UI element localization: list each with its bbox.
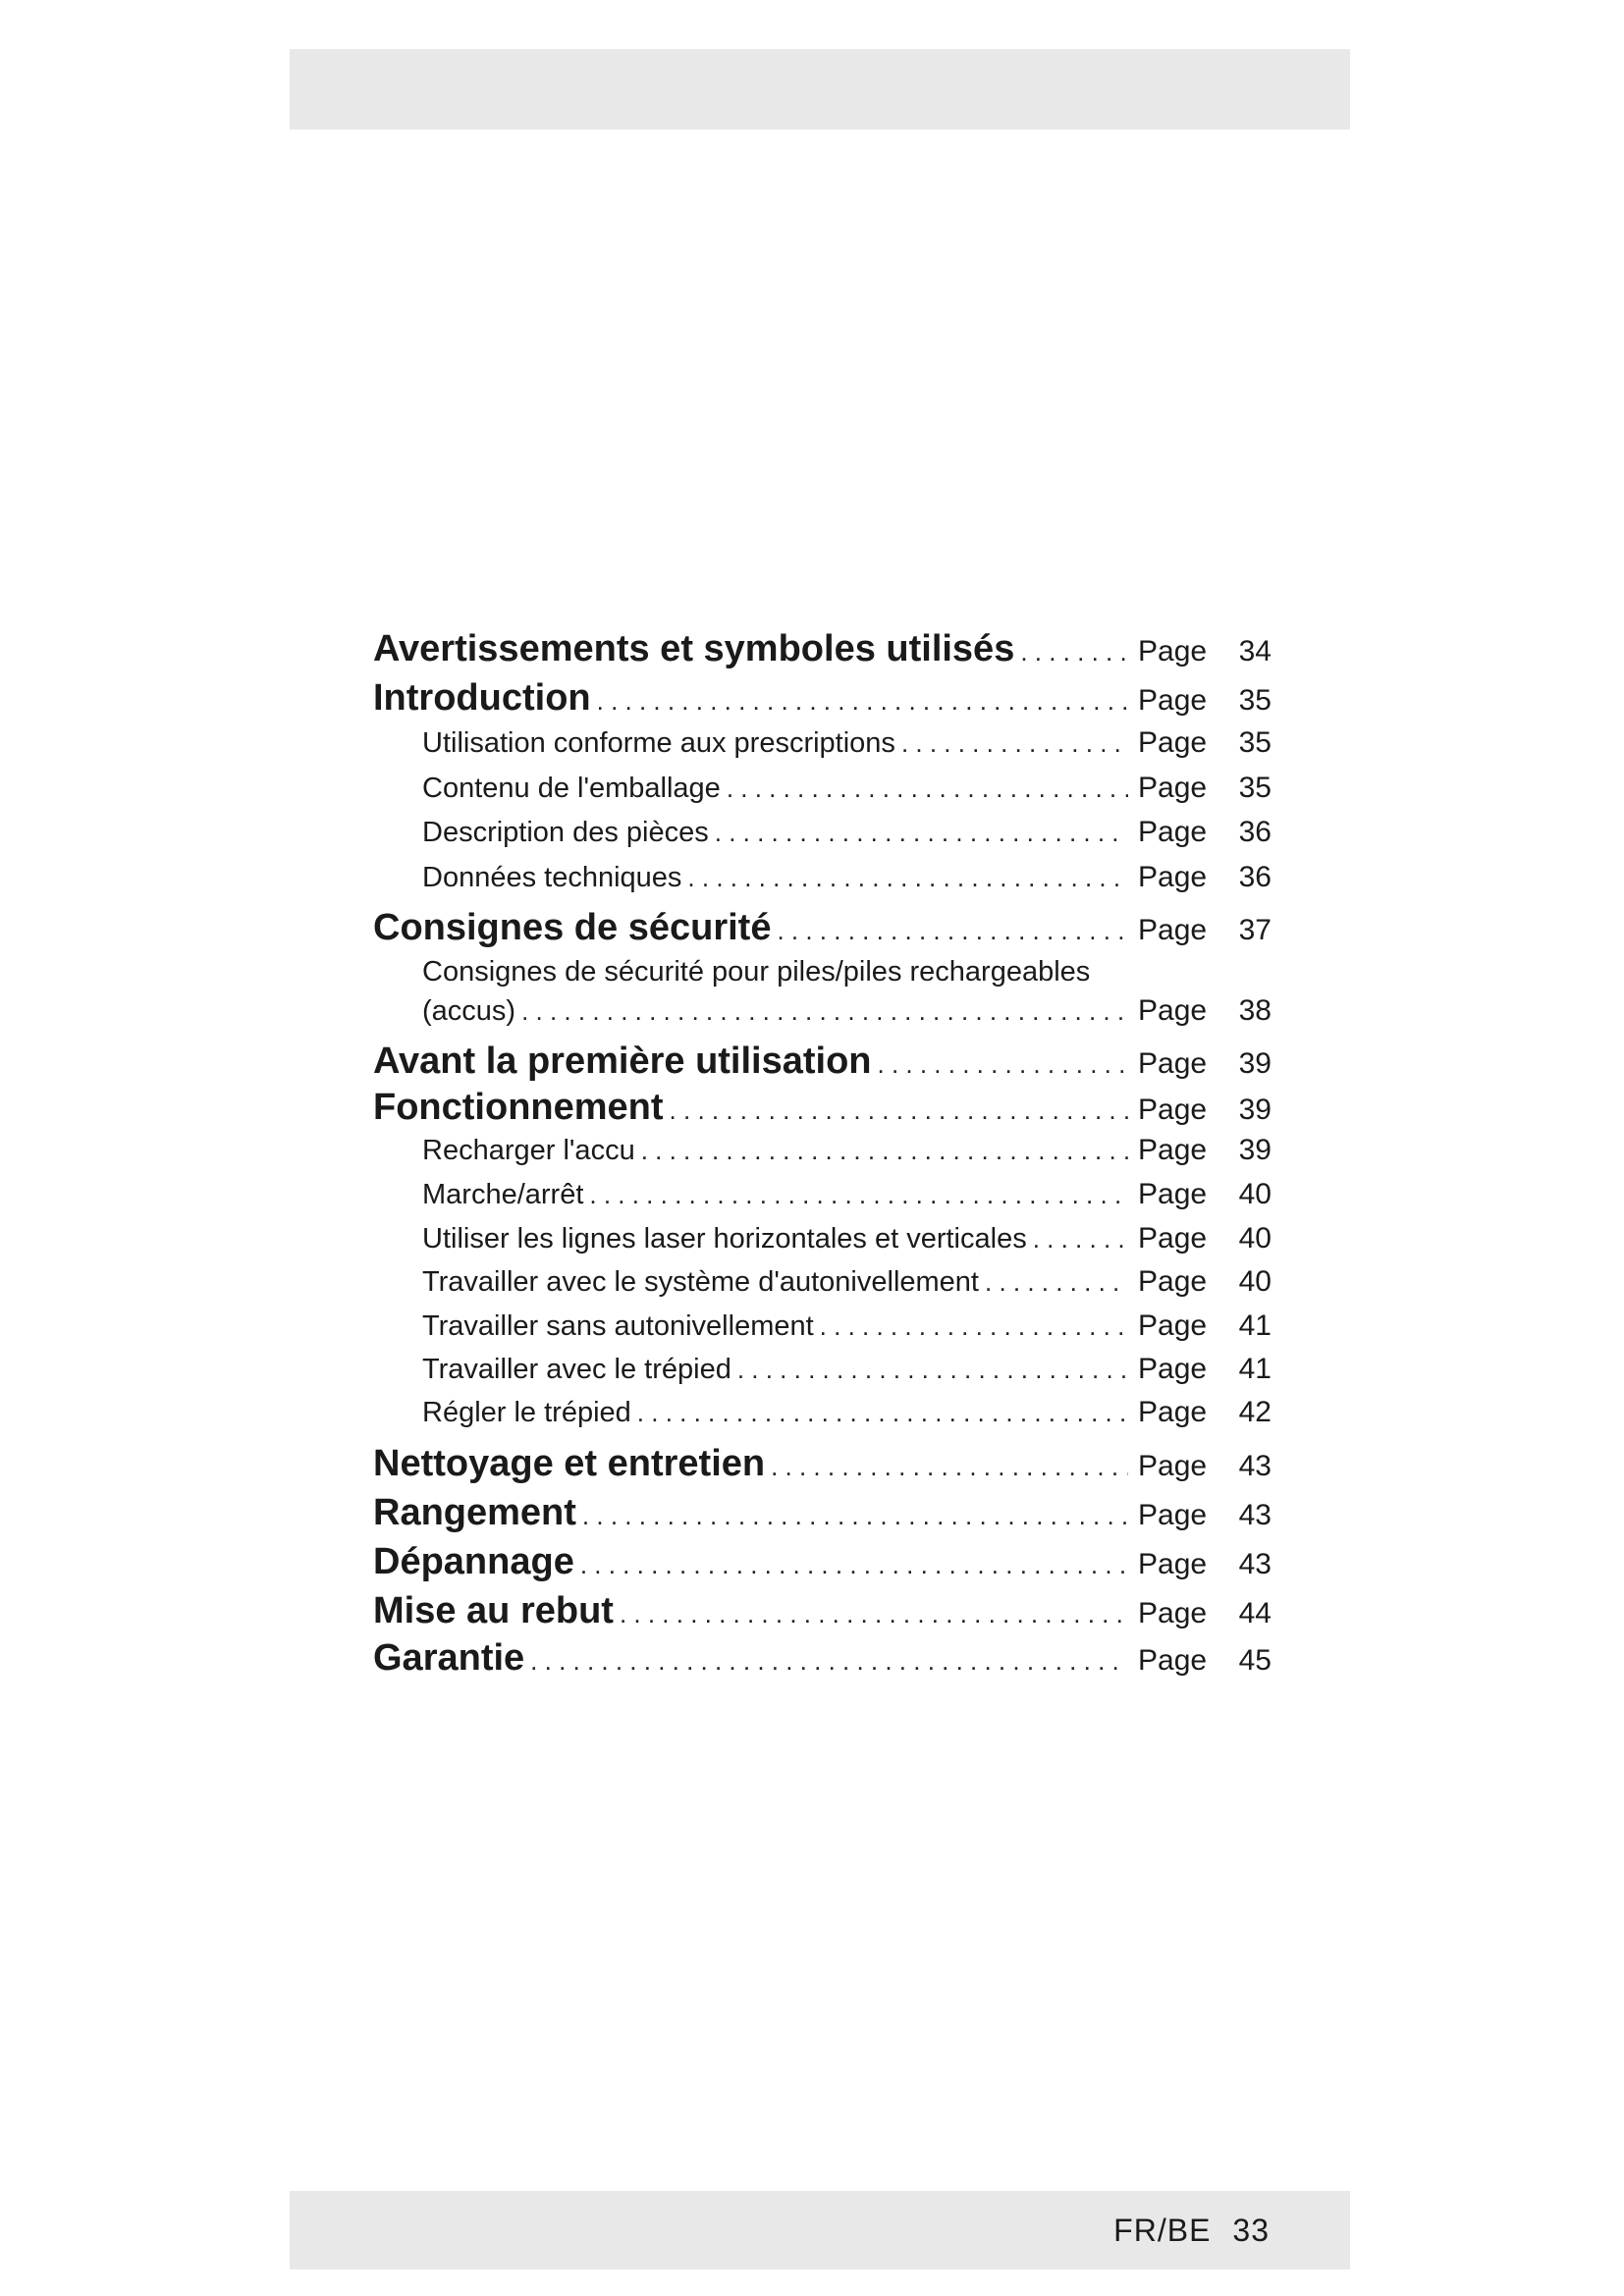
toc-leader — [670, 1095, 1128, 1126]
toc-entry[interactable] — [373, 1087, 1272, 1129]
toc-entry-title: Rangement — [373, 1492, 576, 1533]
footer-band — [290, 2191, 1350, 2269]
toc-entry[interactable] — [373, 772, 1272, 805]
page-label: Page — [1138, 1353, 1208, 1385]
toc-entry-title: Données techniques — [422, 862, 682, 893]
toc-entry[interactable] — [373, 907, 1272, 949]
toc-entry-title: Travailler sans autonivellement — [422, 1310, 814, 1342]
toc-entry-title: Dépannage — [373, 1541, 574, 1582]
page-label: Page — [1138, 1094, 1208, 1126]
page-label: Page — [1138, 1644, 1208, 1677]
toc-leader — [820, 1311, 1128, 1342]
toc-leader — [1033, 1224, 1128, 1255]
page-label: Page — [1138, 1222, 1208, 1255]
page-label: Page — [1138, 1548, 1208, 1580]
toc-entry[interactable] — [373, 1178, 1272, 1211]
toc-entry-title: Avertissements et symboles utilisés — [373, 628, 1015, 669]
toc-entry-title: Marche/arrêt — [422, 1179, 584, 1210]
toc-entry-title: Avant la première utilisation — [373, 1041, 872, 1082]
toc-leader — [1020, 637, 1128, 667]
page-label: Page — [1138, 816, 1208, 848]
toc-entry[interactable] — [373, 628, 1272, 670]
page-label: Page — [1138, 1597, 1208, 1629]
toc-entry-page: 36 — [1238, 816, 1272, 848]
toc-entry-title: Consignes de sécurité — [373, 907, 772, 948]
toc-entry-page: 43 — [1238, 1499, 1272, 1531]
toc-entry-title: Mise au rebut — [373, 1590, 614, 1631]
toc-entry[interactable] — [373, 816, 1272, 849]
toc-entry[interactable] — [373, 1443, 1272, 1485]
toc-entry-title-line2: (accus) — [422, 995, 516, 1027]
toc-entry[interactable] — [373, 677, 1272, 720]
toc-entry[interactable] — [373, 1396, 1272, 1429]
header-band — [290, 49, 1350, 130]
toc-entry-page: 35 — [1238, 772, 1272, 804]
toc-entry-title: Utilisation conforme aux prescriptions — [422, 727, 895, 759]
toc-entry-page: 40 — [1238, 1178, 1272, 1210]
page-label: Page — [1138, 1450, 1208, 1482]
toc-leader — [637, 1398, 1128, 1428]
toc-entry-page: 38 — [1238, 994, 1272, 1027]
toc-entry-page: 43 — [1238, 1548, 1272, 1580]
toc-leader — [589, 1180, 1128, 1210]
toc-entry-title: Utiliser les lignes laser horizontales et verticales — [422, 1223, 1027, 1255]
page-label: Page — [1138, 1047, 1208, 1080]
toc-entry-page: 40 — [1238, 1222, 1272, 1255]
toc-entry[interactable] — [373, 1492, 1272, 1534]
toc-entry-title: Recharger l'accu — [422, 1135, 635, 1166]
toc-entry[interactable] — [373, 1309, 1272, 1343]
toc-leader — [777, 916, 1128, 946]
toc-entry-page: 35 — [1238, 684, 1272, 717]
page-label: Page — [1138, 772, 1208, 804]
toc-leader — [727, 774, 1128, 804]
page-label: Page — [1138, 861, 1208, 893]
toc-leader — [985, 1267, 1128, 1298]
page-label: Page — [1138, 1134, 1208, 1166]
toc-entry-title: Travailler avec le trépied — [422, 1354, 731, 1385]
toc-entry[interactable] — [373, 1590, 1272, 1632]
page-label: Page — [1138, 726, 1208, 759]
toc-entry[interactable] — [373, 1541, 1272, 1583]
page-label: Page — [1138, 994, 1208, 1027]
page-label: Page — [1138, 684, 1208, 717]
toc-leader — [521, 996, 1128, 1027]
toc-leader — [597, 686, 1128, 717]
toc-entry-page: 34 — [1238, 635, 1272, 667]
toc-entry-page: 40 — [1238, 1265, 1272, 1298]
footer-language: FR/BE — [1113, 2213, 1212, 2248]
toc-entry[interactable] — [373, 994, 1272, 1028]
page-label: Page — [1138, 1499, 1208, 1531]
toc-entry[interactable] — [373, 1353, 1272, 1386]
toc-leader — [641, 1136, 1128, 1166]
toc-entry-page: 35 — [1238, 726, 1272, 759]
toc-entry-page: 39 — [1238, 1047, 1272, 1080]
toc-entry-page: 37 — [1238, 914, 1272, 946]
toc-leader — [737, 1355, 1128, 1385]
toc-entry-page: 41 — [1238, 1353, 1272, 1385]
toc-entry-title: Introduction — [373, 677, 591, 719]
toc-leader — [687, 863, 1128, 893]
page-label: Page — [1138, 1396, 1208, 1428]
toc-leader — [901, 728, 1128, 759]
toc-entry[interactable] — [373, 1222, 1272, 1255]
footer-page-number: 33 — [1232, 2213, 1270, 2248]
toc-entry-page: 43 — [1238, 1450, 1272, 1482]
page-label: Page — [1138, 1265, 1208, 1298]
toc-entry[interactable] — [373, 1637, 1272, 1680]
toc-entry-title: Nettoyage et entretien — [373, 1443, 766, 1484]
toc-leader — [771, 1452, 1128, 1482]
toc-entry-title: Contenu de l'emballage — [422, 773, 721, 804]
toc-entry-title: Régler le trépied — [422, 1397, 631, 1428]
toc-entry-title: Description des pièces — [422, 817, 709, 848]
toc-entry-page: 39 — [1238, 1094, 1272, 1126]
toc-leader — [620, 1599, 1128, 1629]
toc-leader — [530, 1646, 1128, 1677]
toc-entry[interactable] — [373, 1134, 1272, 1167]
toc-entry-page: 45 — [1238, 1644, 1272, 1677]
toc-entry-title: Travailler avec le système d'autonivellement — [422, 1266, 979, 1298]
toc-leader — [878, 1049, 1128, 1080]
page-label: Page — [1138, 914, 1208, 946]
footer — [1113, 2213, 1270, 2249]
toc-entry-page: 39 — [1238, 1134, 1272, 1166]
toc-entry-title: Garantie — [373, 1637, 525, 1679]
toc-entry[interactable] — [373, 1041, 1272, 1083]
toc-entry-line1 — [373, 956, 1272, 988]
toc-entry-title: Fonctionnement — [373, 1087, 664, 1128]
page-label: Page — [1138, 1309, 1208, 1342]
toc-entry[interactable] — [373, 861, 1272, 894]
toc-entry[interactable] — [373, 726, 1272, 760]
toc-leader — [580, 1550, 1128, 1580]
page-label: Page — [1138, 635, 1208, 667]
toc-leader — [582, 1501, 1128, 1531]
toc-entry[interactable] — [373, 1265, 1272, 1299]
toc-entry-page: 44 — [1238, 1597, 1272, 1629]
toc-entry-title: Consignes de sécurité pour piles/piles rechargeables — [422, 956, 1091, 988]
page-label: Page — [1138, 1178, 1208, 1210]
toc-entry-page: 41 — [1238, 1309, 1272, 1342]
toc-leader — [715, 818, 1128, 848]
toc-entry-page: 36 — [1238, 861, 1272, 893]
toc-entry-page: 42 — [1238, 1396, 1272, 1428]
